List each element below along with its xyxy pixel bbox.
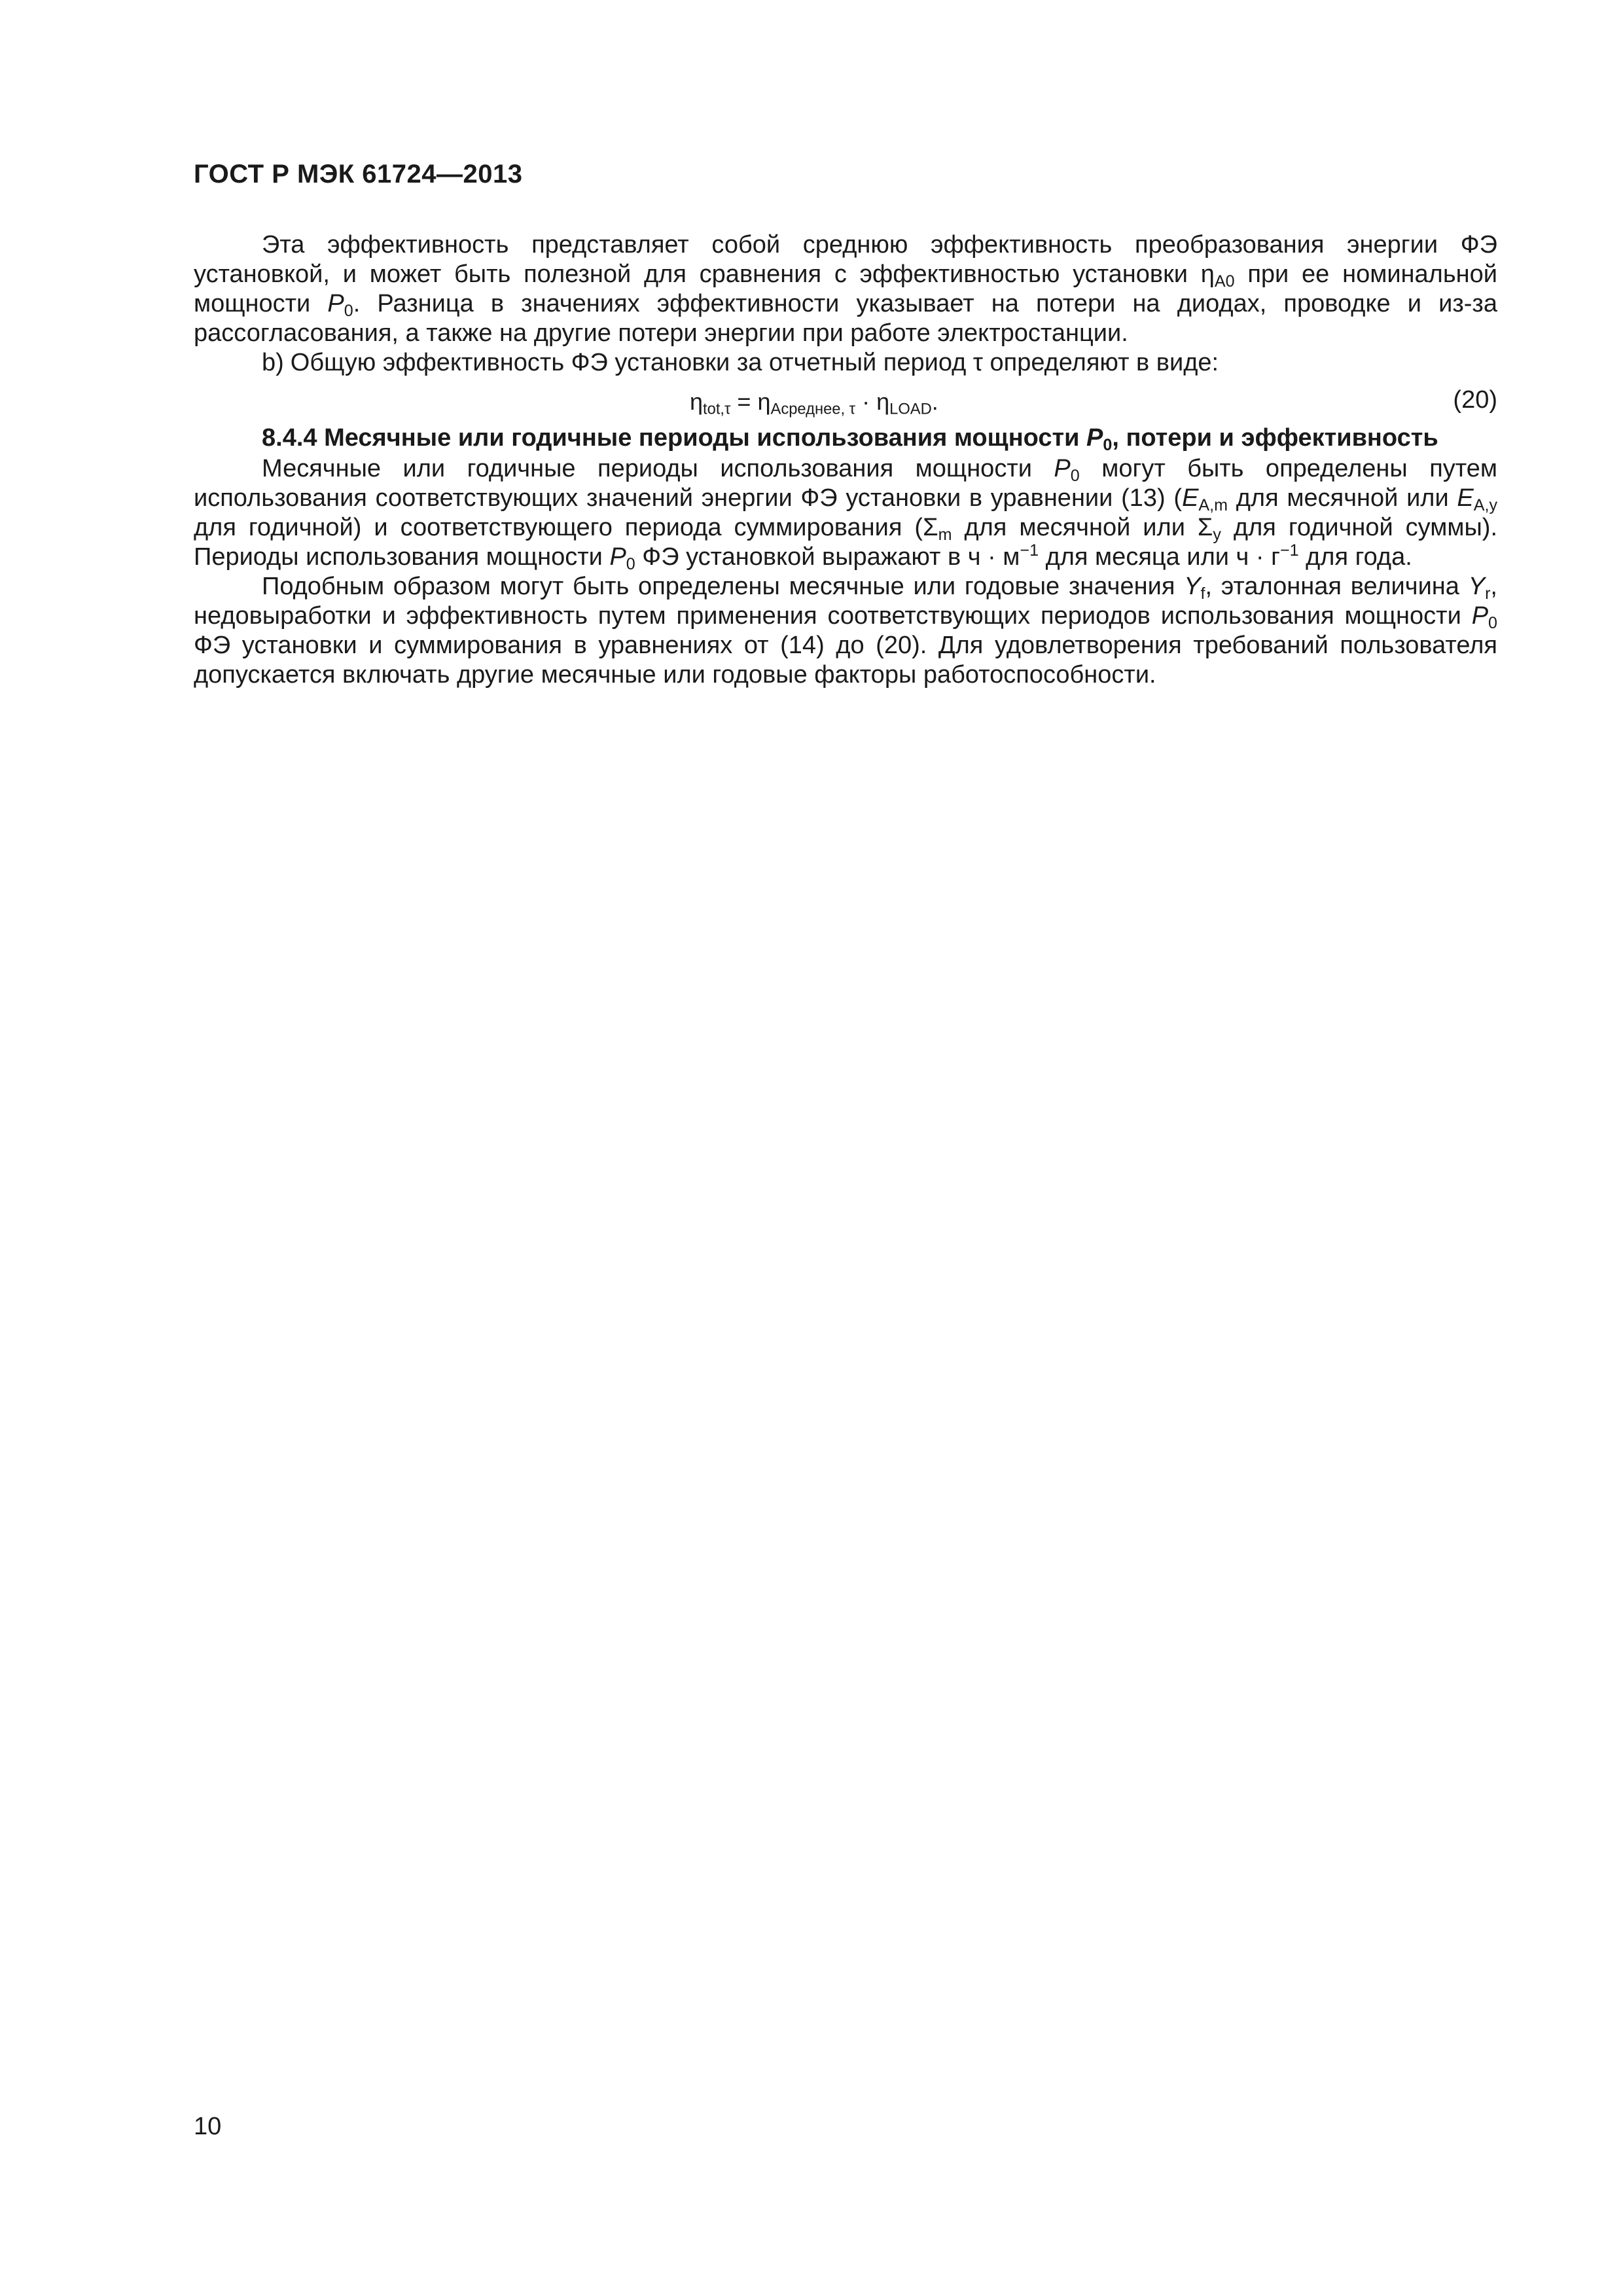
eta-symbol: η bbox=[690, 388, 704, 415]
subscript: LOAD bbox=[889, 400, 932, 418]
equals-sign: = bbox=[730, 388, 758, 415]
equation-20 bbox=[194, 382, 1497, 422]
subscript: 0 bbox=[1488, 614, 1497, 633]
text-fragment: , недовыработки и эффективность путем применения соответствующих периодов использования мощности bbox=[194, 573, 1497, 630]
period: . bbox=[931, 388, 938, 415]
subscript: tot,τ bbox=[703, 400, 731, 418]
text-fragment: ФЭ установки и суммирования в уравнениях от (14) до (20). Для удовлетворения требований пользователя допускается включать другие месячные или годовые факторы работоспособности. bbox=[194, 632, 1497, 689]
text-fragment: для месяца или ч · г bbox=[1039, 543, 1280, 571]
power-symbol: P bbox=[609, 543, 626, 571]
eta-symbol: η bbox=[876, 388, 890, 415]
subscript: A,y bbox=[1473, 496, 1498, 515]
tau-symbol: τ bbox=[972, 349, 983, 376]
text-fragment: для годичной) и соответствующего периода суммирования ( bbox=[194, 514, 923, 541]
equation-formula bbox=[690, 387, 938, 416]
paragraph-usage-periods bbox=[194, 454, 1497, 572]
eta-symbol: η bbox=[1200, 260, 1215, 288]
subscript: f bbox=[1200, 584, 1205, 603]
eta-symbol: η bbox=[757, 388, 771, 415]
text-fragment: Эта эффективность представляет собой среднюю эффективность преобразования энергии ФЭ установкой, и может быть полезной для сравнения с эффективностью установки bbox=[194, 231, 1497, 288]
power-symbol: P bbox=[1054, 455, 1071, 482]
text-fragment: для месячной или bbox=[952, 514, 1198, 541]
text-fragment: определяют в виде: bbox=[982, 349, 1219, 376]
text-fragment: при ее номинальной мощности bbox=[194, 260, 1497, 317]
text-fragment: ФЭ установкой выражают в ч · м bbox=[635, 543, 1020, 571]
text-fragment: Подобным образом могут быть определены месячные или годовые значения bbox=[262, 573, 1185, 600]
heading-text: 8.4.4 Месячные или годичные периоды использования мощности bbox=[262, 424, 1087, 452]
text-fragment: . Разница в значениях эффективности указывает на потери на диодах, проводке и из-за рассогласования, а также на другие потери энергии при работе электростанции. bbox=[194, 290, 1497, 347]
multiply-dot: · bbox=[855, 388, 877, 415]
paragraph-efficiency-description bbox=[194, 230, 1497, 348]
section-heading-8-4-4 bbox=[194, 423, 1497, 453]
subscript: 0 bbox=[626, 555, 635, 574]
text-fragment: могут быть определены путем использования соответствующих значений энергии ФЭ установки в уравнении (13) ( bbox=[194, 455, 1498, 512]
document-header: ГОСТ Р МЭК 61724—2013 bbox=[194, 160, 523, 188]
sigma-symbol: Σ bbox=[1197, 514, 1213, 541]
subscript: 0 bbox=[344, 302, 353, 321]
superscript: −1 bbox=[1020, 541, 1039, 560]
subscript: A0 bbox=[1214, 272, 1235, 291]
subscript: A,m bbox=[1198, 496, 1228, 515]
heading-text: , потери и эффективность bbox=[1112, 424, 1438, 452]
text-fragment: Общую эффективность ФЭ установки за отчетный период bbox=[290, 349, 973, 376]
subscript: y bbox=[1213, 526, 1221, 545]
subscript: r bbox=[1485, 584, 1491, 603]
document-body bbox=[194, 230, 1497, 690]
subscript: m bbox=[938, 526, 952, 545]
subscript: Acреднее, τ bbox=[770, 400, 856, 418]
sigma-symbol: Σ bbox=[923, 514, 938, 541]
subscript: 0 bbox=[1070, 467, 1080, 486]
paragraph-total-efficiency bbox=[194, 348, 1497, 378]
text-fragment: для годичной суммы). Периоды использования мощности bbox=[194, 514, 1498, 571]
list-marker: b) bbox=[262, 349, 284, 376]
energy-symbol: E bbox=[1457, 484, 1474, 512]
superscript: −1 bbox=[1279, 541, 1299, 560]
text-fragment: Месячные или годичные периоды использования мощности bbox=[262, 455, 1054, 482]
power-symbol: P bbox=[327, 290, 344, 317]
yield-symbol: Y bbox=[1184, 573, 1201, 600]
text-fragment: для года. bbox=[1298, 543, 1412, 571]
text-fragment: , эталонная величина bbox=[1205, 573, 1469, 600]
energy-symbol: E bbox=[1182, 484, 1199, 512]
page-number: 10 bbox=[194, 2113, 222, 2140]
text-fragment: для месячной или bbox=[1228, 484, 1457, 512]
subscript: 0 bbox=[1103, 436, 1113, 455]
paragraph-monthly-values bbox=[194, 572, 1497, 690]
equation-number: (20) bbox=[1453, 386, 1497, 414]
power-symbol: P bbox=[1086, 424, 1103, 452]
yield-symbol: Y bbox=[1468, 573, 1486, 600]
power-symbol: P bbox=[1471, 602, 1489, 630]
